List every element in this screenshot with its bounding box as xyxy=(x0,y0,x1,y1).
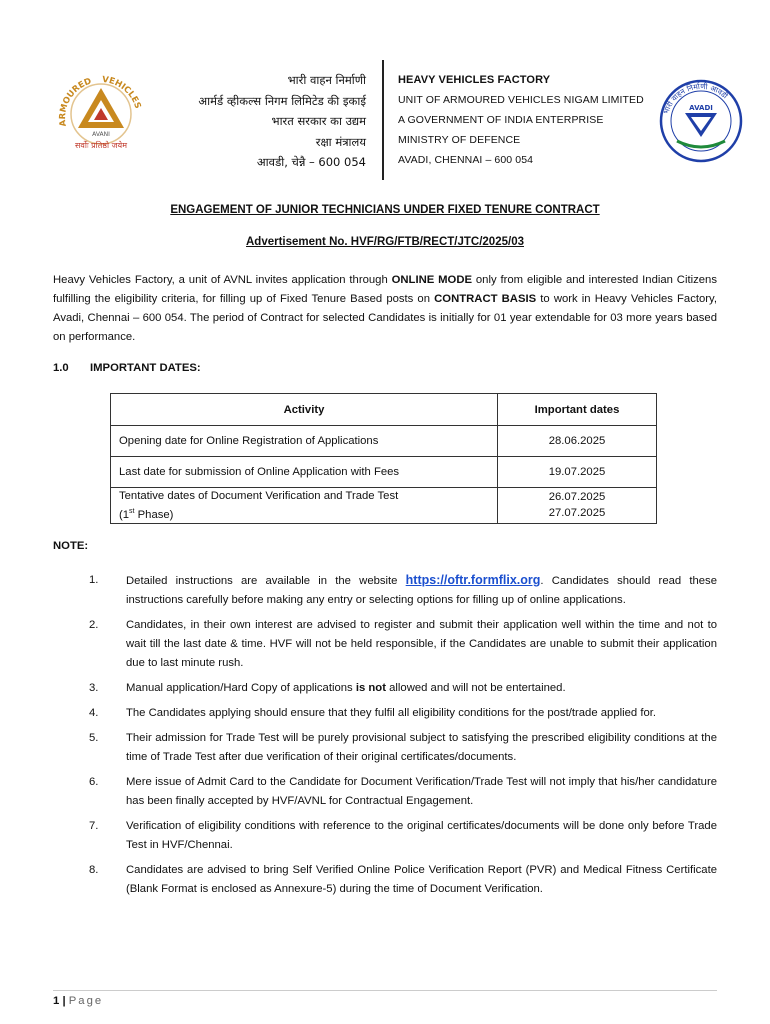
section-title: IMPORTANT DATES: xyxy=(90,362,201,374)
note-text: Manual application/Hard Copy of applications xyxy=(126,682,356,694)
english-address xyxy=(398,70,644,170)
note-number: 1. xyxy=(89,574,99,586)
activity-line-2 xyxy=(119,504,489,523)
footer-divider xyxy=(53,990,717,991)
note-number: 5. xyxy=(89,732,99,744)
enterprise-line: A GOVERNMENT OF INDIA ENTERPRISE xyxy=(398,114,604,126)
note-text: Verification of eligibility conditions with reference to the original certificates/documents will be done only before Trade Test in HVF/Chennai. xyxy=(126,820,717,851)
note-heading: NOTE: xyxy=(53,540,89,552)
header-dates: Important dates xyxy=(498,394,657,426)
hindi-line-3: भारत सरकार का उद्यम xyxy=(271,114,366,128)
intro-text-1: Heavy Vehicles Factory, a unit of AVNL invites application through xyxy=(53,274,392,286)
date-cell: 19.07.2025 xyxy=(498,457,657,488)
note-number: 6. xyxy=(89,776,99,788)
phase-suffix: Phase) xyxy=(134,508,174,521)
header-activity: Activity xyxy=(111,394,498,426)
section-heading xyxy=(53,362,201,374)
note-text: Their admission for Trade Test will be purely provisional subject to satisfying the prescribed eligibility conditions at the time of Trade Test after due verification of their original certificates/documents. xyxy=(126,732,717,763)
note-number: 3. xyxy=(89,682,99,694)
date-cell xyxy=(498,488,657,524)
note-number: 8. xyxy=(89,864,99,876)
list-item xyxy=(89,679,717,698)
website-link[interactable]: https://oftr.formflix.org xyxy=(405,573,541,587)
activity-cell: Last date for submission of Online Application with Fees xyxy=(111,457,498,488)
date-line-2: 27.07.2025 xyxy=(548,507,606,520)
hvf-center-text: AVADI xyxy=(689,104,713,112)
hindi-address xyxy=(198,70,366,173)
table-header-row xyxy=(111,394,657,426)
list-item xyxy=(89,817,717,855)
list-item xyxy=(89,861,717,899)
list-item xyxy=(89,773,717,811)
table-row xyxy=(111,457,657,488)
table-row xyxy=(111,426,657,457)
important-dates-table xyxy=(110,393,657,524)
hindi-line-5: आवडी, चेन्नै – 600 054 xyxy=(256,155,366,169)
logo-motto: सर्वोः प्रतिष्ठो जयेम xyxy=(75,141,127,150)
note-number: 7. xyxy=(89,820,99,832)
logo-center-text: AVANI xyxy=(92,131,110,138)
page-footer xyxy=(53,995,103,1007)
list-item xyxy=(89,729,717,767)
logo-ring-right: VEHICLES xyxy=(101,74,143,111)
intro-text-2: only from eligible and interested Indian Citizens fulfilling the eligibility criteria, for filling up of Fixed Tenure Based posts on xyxy=(53,274,717,305)
page-number: 1 xyxy=(53,995,60,1007)
date-cell: 28.06.2025 xyxy=(498,426,657,457)
phase-prefix: (1 xyxy=(119,508,130,521)
phase-sup: st xyxy=(129,508,135,515)
note-bold: is not xyxy=(355,682,386,694)
note-text: The Candidates applying should ensure that they fulfil all eligibility conditions for the post/trade applied for. xyxy=(126,707,657,719)
hindi-line-4: रक्षा मंत्रालय xyxy=(315,134,366,149)
note-number: 4. xyxy=(89,707,99,719)
unit-line: UNIT OF ARMOURED VEHICLES NIGAM LIMITED xyxy=(398,94,644,106)
hindi-line-1: भारी वाहन निर्माणी xyxy=(287,73,366,87)
page-label: Page xyxy=(68,995,104,1007)
note-text: Candidates, in their own interest are advised to register and submit their application well within the time and not to wait till the last date & time. HVF will not be held responsible, if the Candidates are unable to submit their application due to last minute rush. xyxy=(126,619,717,669)
list-item xyxy=(89,571,717,610)
table-row xyxy=(111,488,657,524)
date-line-1: 26.07.2025 xyxy=(548,491,606,504)
notes-list xyxy=(89,571,717,905)
note-text: Detailed instructions are available in the website xyxy=(126,575,406,587)
intro-paragraph xyxy=(53,271,717,347)
address-line: AVADI, CHENNAI – 600 054 xyxy=(398,154,534,166)
note-text: Candidates are advised to bring Self Verified Online Police Verification Report (PVR) and Medical Fitness Certificate (Blank Format is enclosed as Annexure-5) during the time of Document Verification. xyxy=(126,864,717,895)
note-number: 2. xyxy=(89,619,99,631)
header-divider xyxy=(382,60,384,180)
avnl-logo xyxy=(52,70,150,152)
intro-contract-basis: CONTRACT BASIS xyxy=(434,293,537,305)
advertisement-number: Advertisement No. HVF/RG/FTB/RECT/JTC/2025/03 xyxy=(246,236,524,248)
page-title: ENGAGEMENT OF JUNIOR TECHNICIANS UNDER FIXED TENURE CONTRACT xyxy=(170,204,600,216)
note-text: allowed and will not be entertained. xyxy=(385,682,566,694)
hindi-line-2: आर्मर्ड व्हीकल्स निगम लिमिटेड की इकाई xyxy=(198,93,366,108)
list-item xyxy=(89,616,717,673)
ministry-line: MINISTRY OF DEFENCE xyxy=(398,134,521,146)
activity-line-1: Tentative dates of Document Verification and Trade Test xyxy=(119,490,399,502)
hvf-emblem-icon xyxy=(655,75,747,163)
list-item xyxy=(89,704,717,723)
hvf-ring-text: भारी वाहन निर्माणी आवडी xyxy=(661,81,730,116)
hvf-logo xyxy=(655,75,747,163)
logo-ring-left: ARMOURED xyxy=(57,76,93,128)
avnl-emblem-icon xyxy=(52,70,150,152)
intro-online-mode: ONLINE MODE xyxy=(391,274,473,286)
note-text: . Candidates should read these instructions carefully before making any entry or selecting options for filling up of online applications. xyxy=(126,575,717,606)
activity-cell: Opening date for Online Registration of Applications xyxy=(111,426,498,457)
page-separator: | xyxy=(62,995,66,1007)
factory-name: HEAVY VEHICLES FACTORY xyxy=(398,74,551,86)
intro-text-3: to work in Heavy Vehicles Factory, Avadi, Chennai – 600 054. The period of Contract for selected Candidates is initially for 01 year extendable for 03 more years based on performance. xyxy=(53,293,717,343)
activity-cell xyxy=(111,488,498,524)
section-number: 1.0 xyxy=(53,362,69,374)
note-text: Mere issue of Admit Card to the Candidate for Document Verification/Trade Test will not imply that his/her candidature has been finally accepted by HVF/AVNL for Contractual Engagement. xyxy=(126,776,717,807)
letterhead xyxy=(0,0,770,190)
